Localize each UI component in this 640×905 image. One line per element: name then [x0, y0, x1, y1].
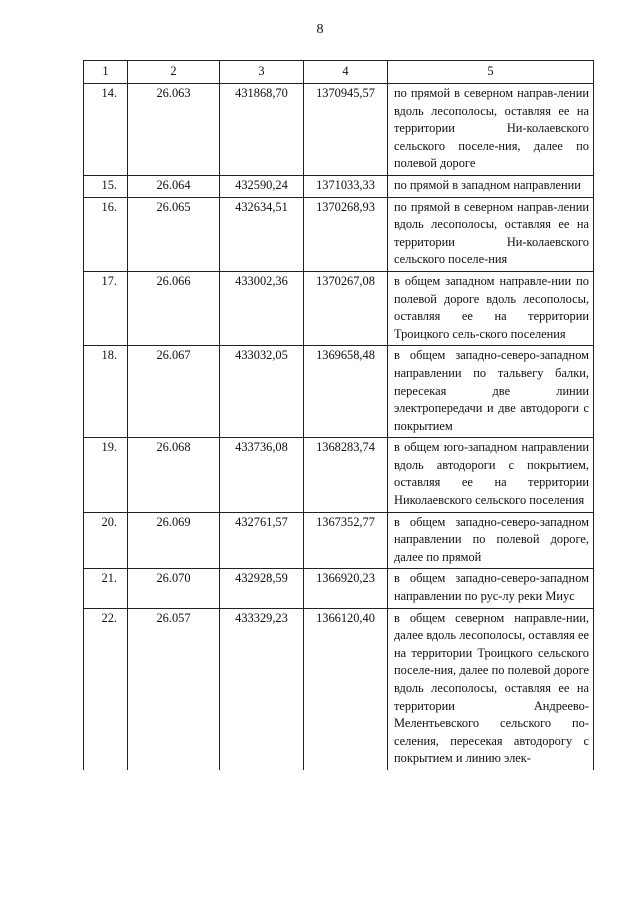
coordinate-y: 1370268,93 — [304, 197, 388, 271]
point-id: 26.067 — [128, 346, 220, 438]
coordinate-x: 433032,05 — [220, 346, 304, 438]
table-header-row — [84, 61, 594, 84]
row-number: 20. — [84, 512, 128, 569]
table-row — [84, 346, 594, 438]
coordinate-y: 1366920,23 — [304, 569, 388, 608]
table-row — [84, 608, 594, 770]
column-header-1: 1 — [84, 61, 128, 84]
coordinate-x: 431868,70 — [220, 84, 304, 176]
point-id: 26.068 — [128, 438, 220, 512]
column-header-2: 2 — [128, 61, 220, 84]
boundary-coordinates-table — [83, 60, 594, 770]
boundary-description: в общем западно-северо-западном направлении по рус-лу реки Миус — [388, 569, 594, 608]
column-header-5: 5 — [388, 61, 594, 84]
boundary-description: в общем юго-западном направлении вдоль автодороги с покрытием, оставляя ее на территории Николаевского сельского поселения — [388, 438, 594, 512]
coordinate-y: 1370945,57 — [304, 84, 388, 176]
table-row — [84, 271, 594, 345]
row-number: 21. — [84, 569, 128, 608]
boundary-description: в общем западно-северо-западном направлении по полевой дороге, далее по прямой — [388, 512, 594, 569]
column-header-4: 4 — [304, 61, 388, 84]
row-number: 14. — [84, 84, 128, 176]
row-number: 22. — [84, 608, 128, 770]
point-id: 26.069 — [128, 512, 220, 569]
boundary-description: в общем северном направле-нии, далее вдоль лесополосы, оставляя ее на территории Троицкого сельского поселе-ния, далее по полевой дороге вдоль лесополосы, оставляя ее на территории Андреево-Мелентьевского сельского по-селения, пересекая автодорогу с покрытием и линию элек- — [388, 608, 594, 770]
coordinate-y: 1366120,40 — [304, 608, 388, 770]
coordinate-x: 432761,57 — [220, 512, 304, 569]
coordinate-y: 1367352,77 — [304, 512, 388, 569]
coordinate-y: 1370267,08 — [304, 271, 388, 345]
point-id: 26.064 — [128, 175, 220, 197]
row-number: 19. — [84, 438, 128, 512]
point-id: 26.065 — [128, 197, 220, 271]
table-row — [84, 84, 594, 176]
coordinate-x: 433736,08 — [220, 438, 304, 512]
coordinate-x: 433002,36 — [220, 271, 304, 345]
row-number: 18. — [84, 346, 128, 438]
row-number: 17. — [84, 271, 128, 345]
boundary-description: по прямой в западном направлении — [388, 175, 594, 197]
table-row — [84, 175, 594, 197]
table-row — [84, 512, 594, 569]
boundary-description: по прямой в северном направ-лении вдоль лесополосы, оставляя ее на территории Ни-колаевского сельского поселе-ния, далее по полевой дороге — [388, 84, 594, 176]
point-id: 26.057 — [128, 608, 220, 770]
table-row — [84, 438, 594, 512]
point-id: 26.066 — [128, 271, 220, 345]
coordinate-x: 432634,51 — [220, 197, 304, 271]
column-header-3: 3 — [220, 61, 304, 84]
page-number: 8 — [316, 22, 324, 37]
row-number: 16. — [84, 197, 128, 271]
coordinate-x: 432590,24 — [220, 175, 304, 197]
boundary-description: в общем западном направле-нии по полевой дороге вдоль лесополосы, оставляя ее на территории Троицкого сель-ского поселения — [388, 271, 594, 345]
table-row — [84, 569, 594, 608]
coordinate-x: 433329,23 — [220, 608, 304, 770]
point-id: 26.070 — [128, 569, 220, 608]
coordinate-y: 1369658,48 — [304, 346, 388, 438]
coordinate-x: 432928,59 — [220, 569, 304, 608]
boundary-description: в общем западно-северо-западном направлении по тальвегу балки, пересекая две линии электропередачи и две автодороги с покрытием — [388, 346, 594, 438]
coordinate-y: 1371033,33 — [304, 175, 388, 197]
table-row — [84, 197, 594, 271]
boundary-description: по прямой в северном направ-лении вдоль лесополосы, оставляя ее на территории Ни-колаевского сельского поселе-ния — [388, 197, 594, 271]
coordinate-y: 1368283,74 — [304, 438, 388, 512]
row-number: 15. — [84, 175, 128, 197]
point-id: 26.063 — [128, 84, 220, 176]
